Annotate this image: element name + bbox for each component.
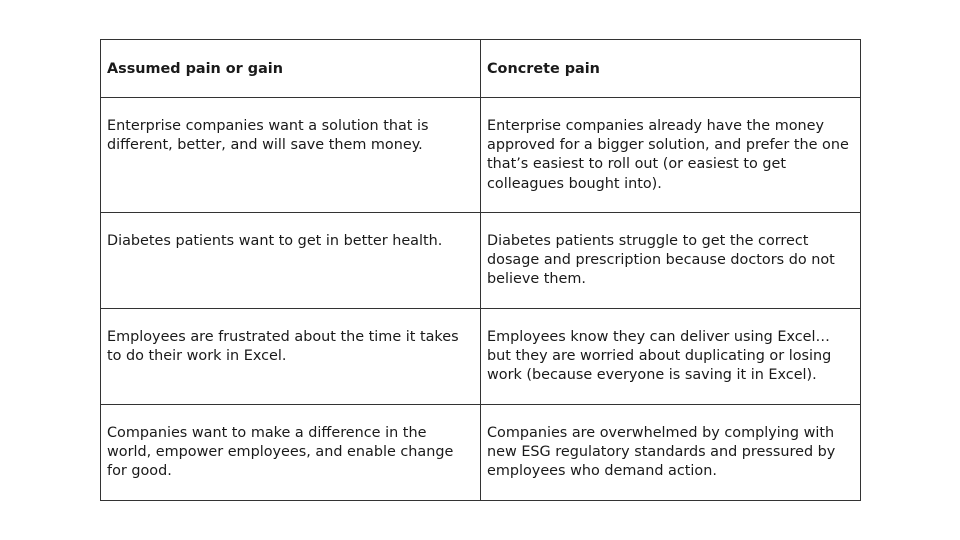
- cell-concrete: Companies are overwhelmed by complying with new ESG regulatory standards and pressured by employees who demand action.: [481, 405, 861, 501]
- cell-assumed: Companies want to make a difference in the world, empower employees, and enable change for good.: [101, 405, 481, 501]
- comparison-table-container: [100, 39, 861, 501]
- cell-concrete: Employees know they can deliver using Excel… but they are worried about duplicating or losing work (because everyone is saving it in Excel).: [481, 309, 861, 405]
- cell-concrete: Enterprise companies already have the money approved for a bigger solution, and prefer the one that’s easiest to roll out (or easiest to get colleagues bought into).: [481, 98, 861, 213]
- cell-assumed: Employees are frustrated about the time it takes to do their work in Excel.: [101, 309, 481, 405]
- cell-assumed: Diabetes patients want to get in better health.: [101, 213, 481, 309]
- cell-assumed: Enterprise companies want a solution that is different, better, and will save them money.: [101, 98, 481, 213]
- table-row: [101, 405, 861, 501]
- table-row: [101, 98, 861, 213]
- cell-concrete: Diabetes patients struggle to get the correct dosage and prescription because doctors do not believe them.: [481, 213, 861, 309]
- header-concrete-pain: Concrete pain: [481, 40, 861, 98]
- table-row: [101, 309, 861, 405]
- pain-comparison-table: [100, 39, 861, 501]
- header-assumed-pain: Assumed pain or gain: [101, 40, 481, 98]
- table-header-row: [101, 40, 861, 98]
- table-row: [101, 213, 861, 309]
